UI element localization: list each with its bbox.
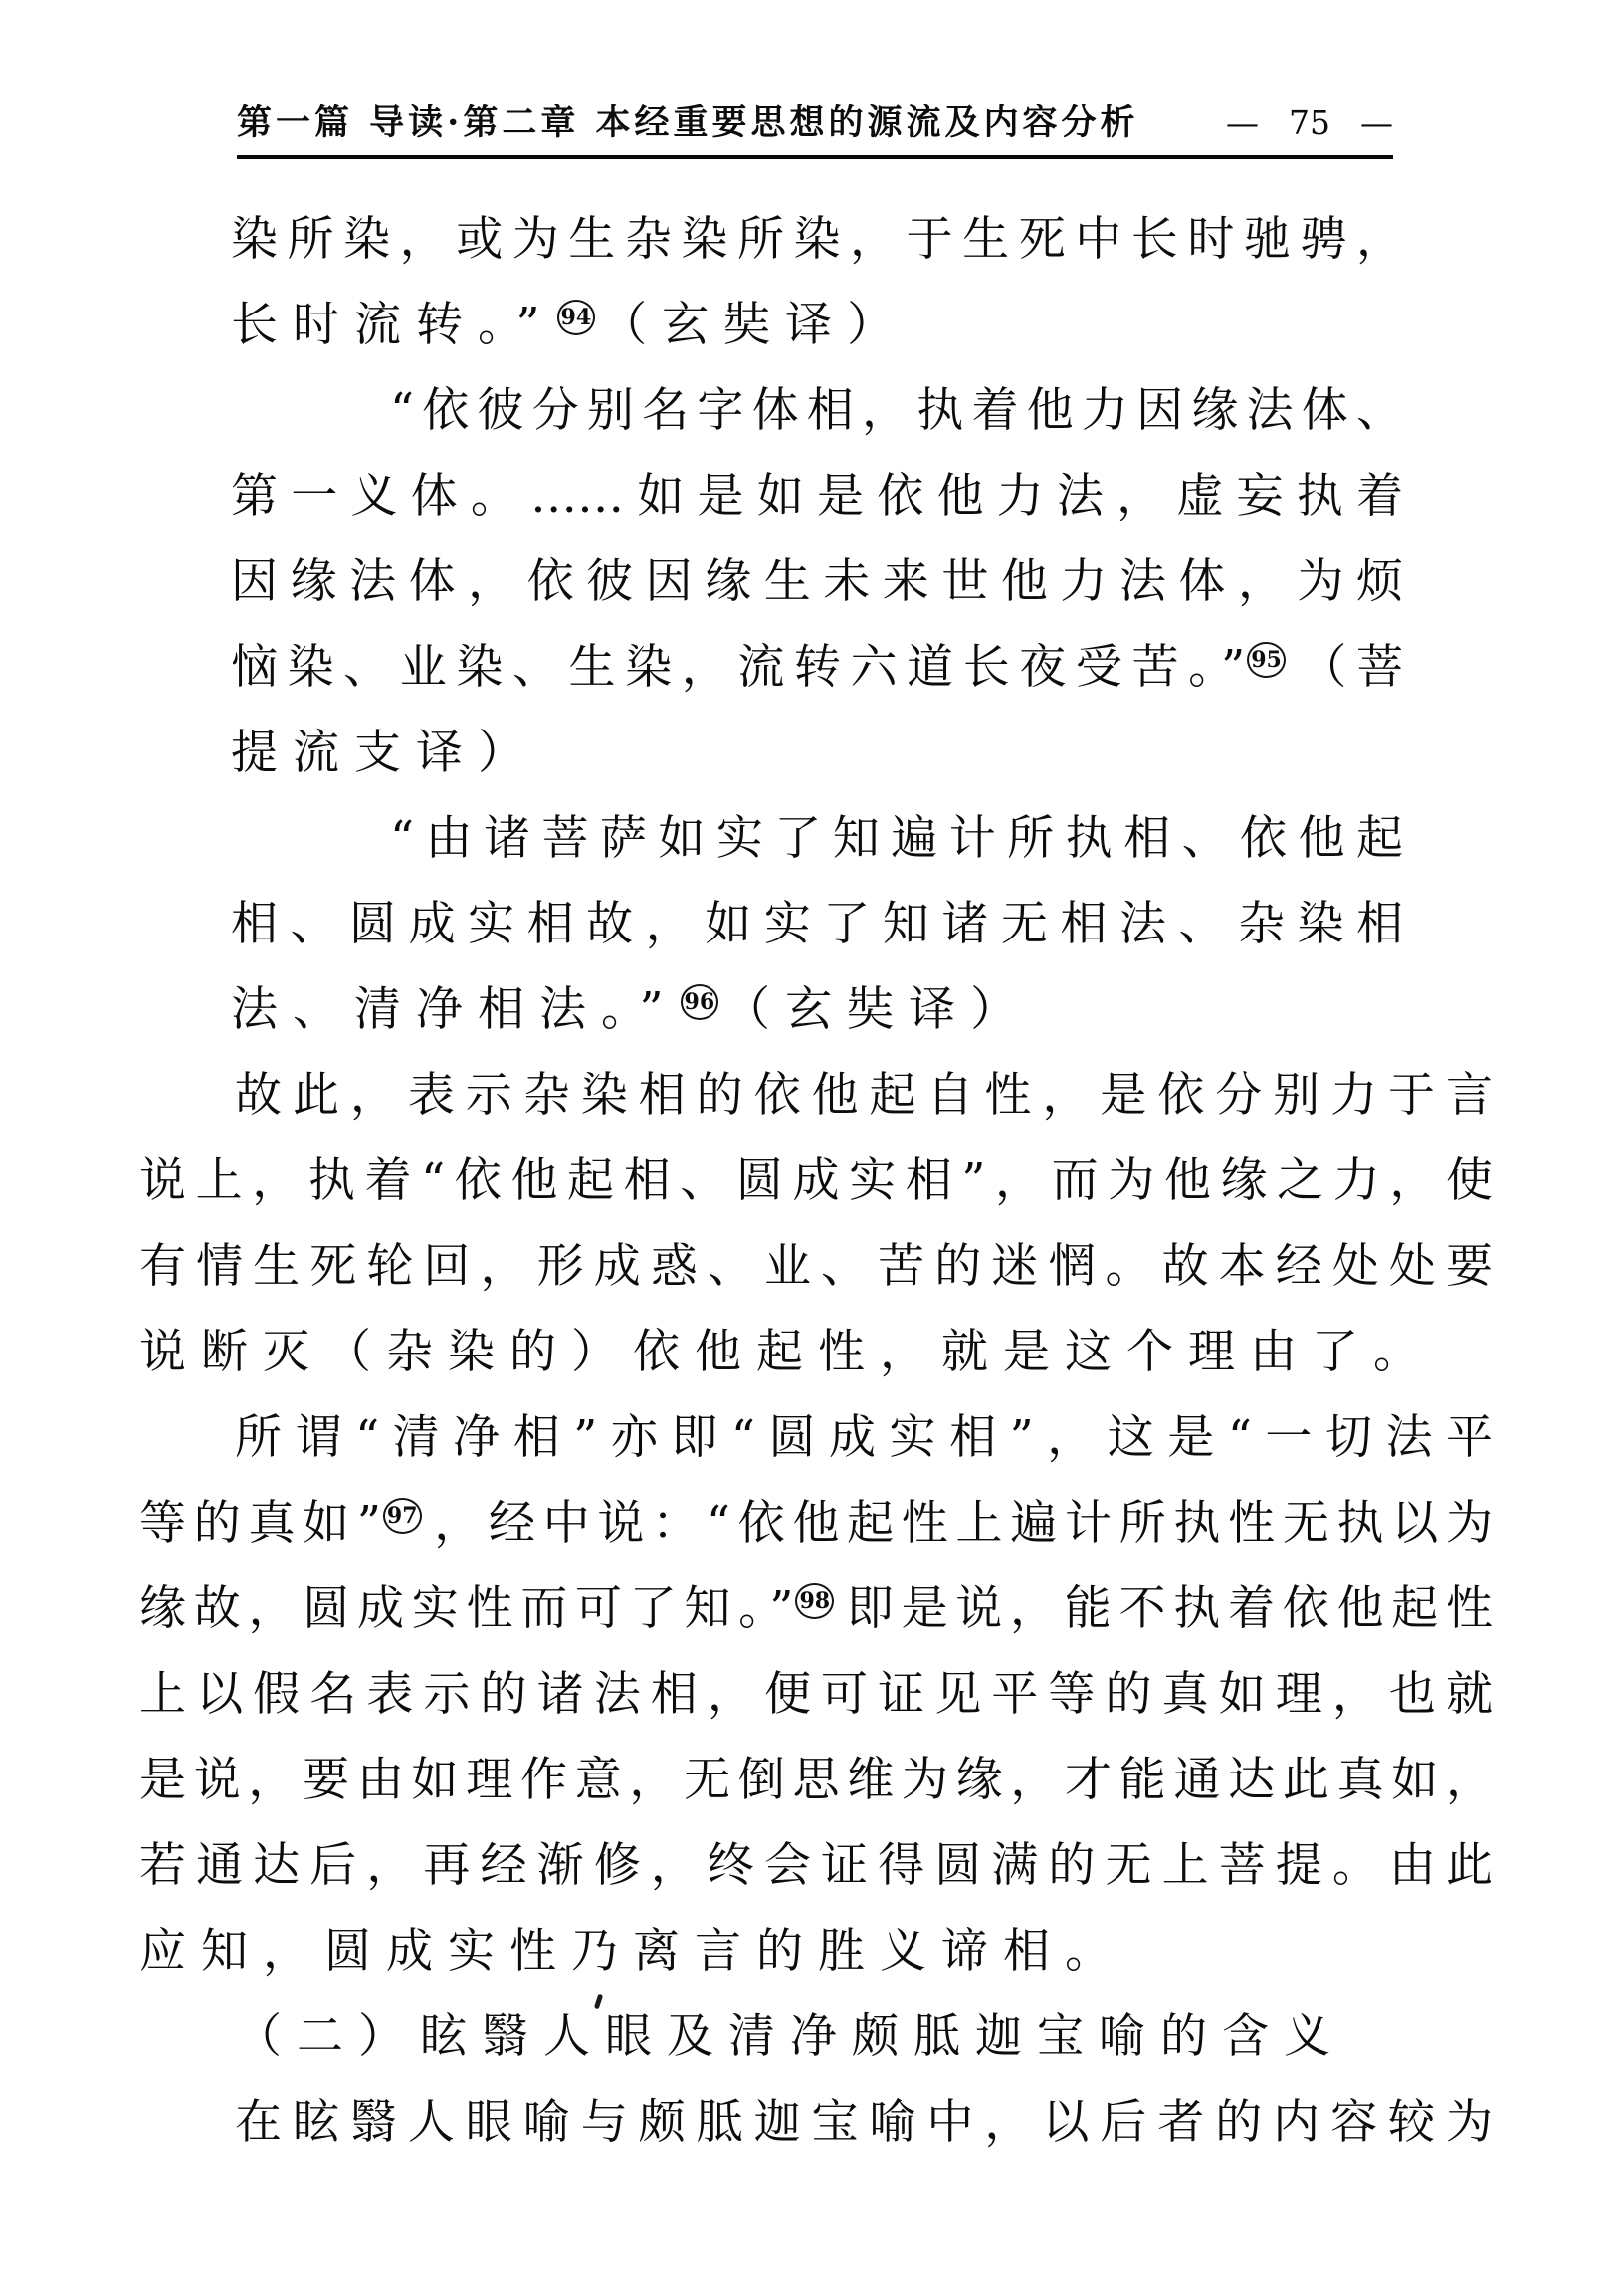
text-run: 恼染、业染、生染，流转六道长夜受苦。” [231,640,1246,695]
text-run: 是说，要由如理作意，无倒思维为缘，才能通达此真如， [139,1753,1493,1807]
text-line [231,197,1403,283]
text-run: 提流支译） [231,726,539,780]
text-line [231,967,1403,1053]
text-run: 应知，圆成实性乃离言的胜义谛相。 [139,1924,1126,1979]
page-number-dash-left: — [1226,104,1259,142]
text-line [139,1053,1493,1139]
text-line [139,1481,1493,1566]
text-run: ，经中说：“依他起性上遍计所执性无执以为 [426,1496,1494,1551]
text-run: 在眩翳人眼喻与颇胝迦宝喻中，以后者的内容较为 [235,2095,1493,2150]
text-line [139,1224,1493,1310]
text-run: 因缘法体，依彼因缘生未来世他力法体，为烦 [231,554,1403,609]
page-number: 75 [1289,104,1330,142]
text-line [231,368,1403,454]
text-run: 相、圆成实相故，如实了知诸无相法、杂染相 [231,897,1403,951]
text-line [139,1139,1493,1224]
text-line [139,1823,1493,1909]
text-run: 法、清净相法。” [231,982,679,1037]
text-line [231,711,1403,796]
text-line [139,1652,1493,1738]
footnote-marker: 97 [383,1498,422,1534]
text-run: 长时流转。” [231,298,555,352]
text-line [139,1909,1493,1994]
text-run: 第一义体。……如是如是依他力法，虚妄执着 [231,469,1403,523]
text-run: 所谓“清净相”亦即“圆成实相”，这是“一切法平 [235,1410,1493,1465]
text-line [139,1994,1493,2080]
text-line [231,882,1403,967]
text-run: 染所染，或为生杂染所染，于生死中长时驰骋， [231,212,1403,267]
text-line [139,1738,1493,1823]
footnote-marker: 94 [557,300,596,335]
text-line [231,539,1403,625]
text-line [139,1310,1493,1395]
text-line [231,625,1403,711]
text-line [231,454,1403,539]
footnote-marker: 98 [795,1583,834,1619]
text-line [139,2080,1493,2166]
text-run: 若通达后，再经渐修，终会证得圆满的无上菩提。由此 [139,1838,1493,1893]
footnote-marker: 96 [681,984,719,1020]
page-number-dash-right: — [1360,104,1393,142]
text-run: 等的真如” [139,1496,381,1551]
text-run: 说断灭（杂染的）依他起性，就是这个理由了。 [139,1325,1435,1379]
running-title: 第一篇 导读·第二章 本经重要思想的源流及内容分析 [237,103,1139,143]
text-run: 上以假名表示的诸法相，便可证见平等的真如理，也就 [139,1667,1493,1722]
text-run: （菩 [1290,640,1403,695]
text-run: “依彼分别名字体相，执着他力因缘法体、 [390,383,1403,438]
page-body [139,197,1493,2166]
text-run: （玄奘译） [600,298,910,352]
page-number-block [1226,104,1393,142]
page-header [237,96,1393,159]
text-line [231,796,1403,882]
text-run: （玄奘译） [723,982,1033,1037]
text-run: “由诸菩萨如实了知遍计所执相、依他起 [390,811,1403,866]
text-line [139,1395,1493,1481]
text-line [139,1566,1493,1652]
text-run: 缘故，圆成实性而可了知。” [139,1581,794,1636]
text-run: 说上，执着“依他起相、圆成实相”，而为他缘之力，使 [139,1153,1493,1208]
text-run: （二）眩翳人眼及清净颇胝迦宝喻的含义 [235,2009,1345,2064]
text-line [231,283,1403,368]
footnote-marker: 95 [1247,642,1286,678]
text-run: 故此，表示杂染相的依他起自性，是依分别力于言 [235,1068,1493,1123]
text-run: 即是说，能不执着依他起性 [839,1581,1493,1636]
text-run: 有情生死轮回，形成惑、业、苦的迷惘。故本经处处要 [139,1239,1493,1294]
